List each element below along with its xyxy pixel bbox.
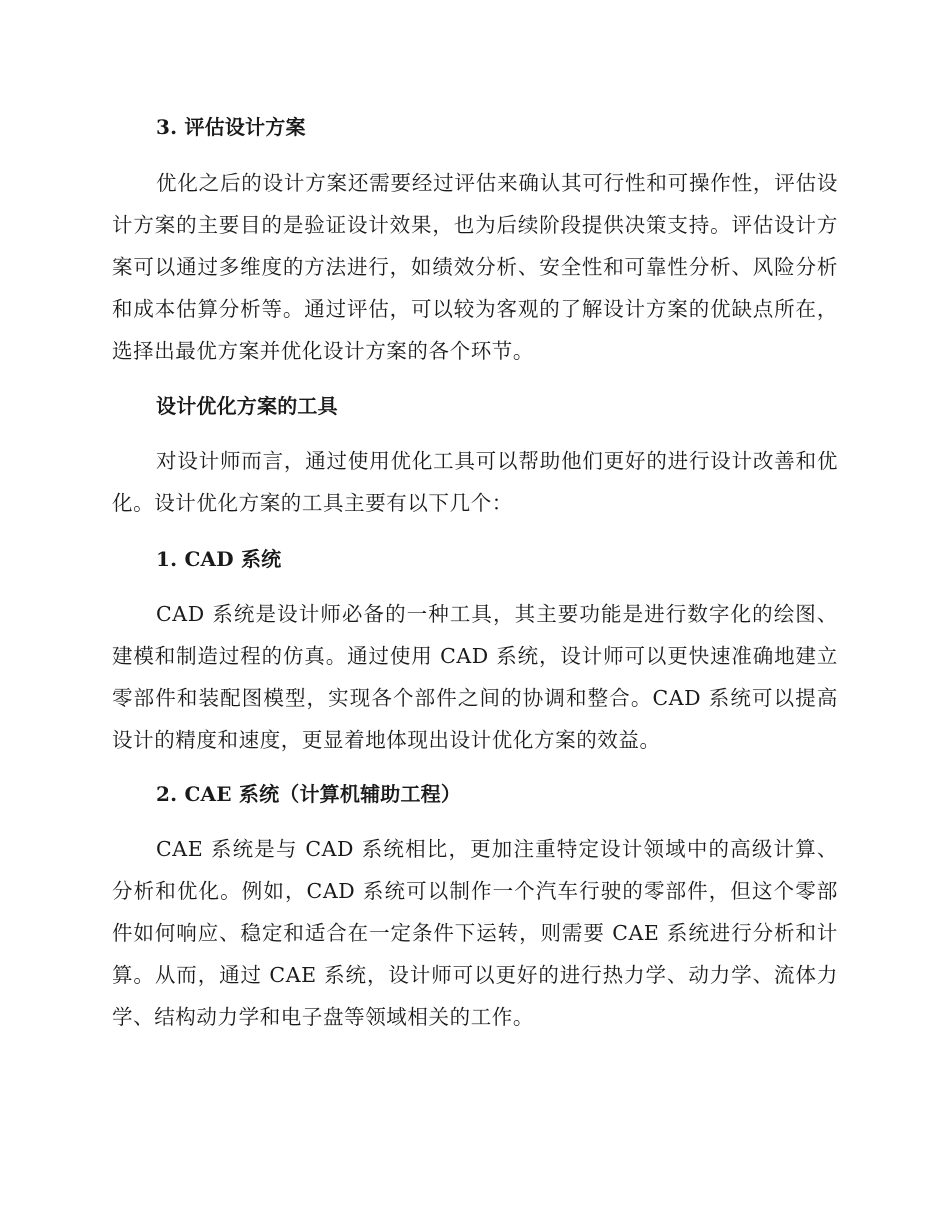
section-heading-evaluate: 3. 评估设计方案 [156,115,306,139]
paragraph-cad: CAD 系统是设计师必备的一种工具，其主要功能是进行数字化的绘图、建模和制造过程的仿真。通过使用 CAD 系统，设计师可以更快速准确地建立零部件和装配图模型，实现各个部件之间的协调和整合。CAD 系统可以提高设计的精度和速度，更显着地体现出设计优化方案的效益。 [112,602,838,752]
section-heading-tools: 设计优化方案的工具 [156,394,338,418]
section-heading-cad: 1. CAD 系统 [156,547,282,571]
paragraph-cae: CAE 系统是与 CAD 系统相比，更加注重特定设计领域中的高级计算、分析和优化。例如，CAD 系统可以制作一个汽车行驶的零部件，但这个零部件如何响应、稳定和适合在一定条件下运转，则需要 CAE 系统进行分析和计算。从而，通过 CAE 系统，设计师可以更好的进行热力学、动力学、流体力学、结构动力学和电子盘等领域相关的工作。 [112,837,838,1029]
section-heading-cae: 2. CAE 系统（计算机辅助工程） [156,782,462,806]
paragraph-tools: 对设计师而言，通过使用优化工具可以帮助他们更好的进行设计改善和优化。设计优化方案的工具主要有以下几个： [112,449,838,515]
paragraph-evaluate: 优化之后的设计方案还需要经过评估来确认其可行性和可操作性，评估设计方案的主要目的是验证设计效果，也为后续阶段提供决策支持。评估设计方案可以通过多维度的方法进行，如绩效分析、安全性和可靠性分析、风险分析和成本估算分析等。通过评估，可以较为客观的了解设计方案的优缺点所在，选择出最优方案并优化设计方案的各个环节。 [112,171,838,363]
